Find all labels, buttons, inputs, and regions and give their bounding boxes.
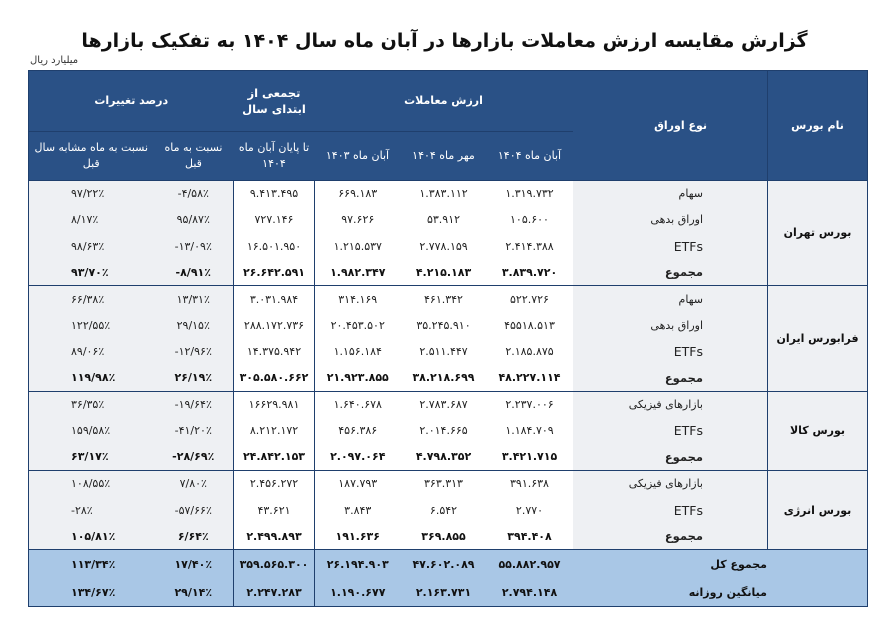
cell-prev: -۴۱/۲۰٪: [154, 418, 234, 444]
type-label: اوراق بدهی: [573, 312, 768, 338]
cell-aban1404: ۲.۷۷۰: [487, 497, 573, 523]
total-cell-yoy: ۱۳۴/۶۷٪: [29, 578, 154, 606]
cell-prev: ۷/۸۰٪: [154, 470, 234, 496]
cell-aban1404: ۳۹۴.۴۰۸: [487, 523, 573, 549]
table-row: [29, 259, 868, 285]
cell-yoy: -۲۸٪: [29, 497, 154, 523]
cell-aban1403: ۱.۶۴۰.۶۷۸: [315, 391, 401, 417]
col-aban1404-header: آبان ماه ۱۴۰۴: [487, 131, 573, 180]
cell-prev: ۲۶/۱۹٪: [154, 365, 234, 391]
cell-mehr1404: ۳۸.۲۱۸.۶۹۹: [401, 365, 487, 391]
cell-mehr1404: ۶.۵۴۲: [401, 497, 487, 523]
cell-aban1403: ۳.۸۴۳: [315, 497, 401, 523]
cell-aban1403: ۱.۱۵۶.۱۸۴: [315, 338, 401, 364]
cell-yoy: ۸۹/۰۶٪: [29, 338, 154, 364]
cell-yoy: ۶۶/۳۸٪: [29, 286, 154, 312]
cell-prev: ۶/۶۴٪: [154, 523, 234, 549]
type-label: مجموع: [573, 523, 768, 549]
total-cell-mehr1404: ۲.۱۶۳.۷۳۱: [401, 578, 487, 606]
cell-yoy: ۹۳/۷۰٪: [29, 259, 154, 285]
cell-prev: ۲۹/۱۵٪: [154, 312, 234, 338]
exchange-header: نام بورس: [768, 71, 868, 181]
cell-aban1403: ۱۸۷.۷۹۳: [315, 470, 401, 496]
cell-cum: ۲۸۸.۱۷۲.۷۳۶: [234, 312, 315, 338]
cell-cum: ۳۰۵.۵۸۰.۶۶۲: [234, 365, 315, 391]
col-cum-header: تا پایان آبان ماه ۱۴۰۴: [234, 131, 315, 180]
total-cell-aban1404: ۵۵.۸۸۲.۹۵۷: [487, 550, 573, 578]
cell-aban1403: ۱.۹۸۲.۳۴۷: [315, 259, 401, 285]
table-row: [29, 233, 868, 259]
cell-aban1404: ۴۵۵۱۸.۵۱۳: [487, 312, 573, 338]
cell-yoy: ۹۷/۲۲٪: [29, 180, 154, 206]
total-cell-aban1403: ۲۶.۱۹۴.۹۰۳: [315, 550, 401, 578]
type-label: بازارهای فیزیکی: [573, 470, 768, 496]
table-row: [29, 444, 868, 470]
cell-aban1404: ۳۹۱.۶۳۸: [487, 470, 573, 496]
cell-mehr1404: ۲.۵۱۱.۴۴۷: [401, 338, 487, 364]
cell-aban1403: ۶۶۹.۱۸۳: [315, 180, 401, 206]
total-cell-prev: ۲۹/۱۴٪: [154, 578, 234, 606]
cell-yoy: ۱۲۲/۵۵٪: [29, 312, 154, 338]
total-label: میانگین روزانه: [573, 578, 868, 606]
cell-prev: -۱۲/۹۶٪: [154, 338, 234, 364]
table-row: [29, 286, 868, 312]
cell-mehr1404: ۲.۷۷۸.۱۵۹: [401, 233, 487, 259]
type-header: نوع اوراق: [573, 71, 768, 181]
cell-aban1404: ۱۰۵.۶۰۰: [487, 207, 573, 233]
cell-mehr1404: ۳۶۳.۳۱۳: [401, 470, 487, 496]
table-row: [29, 497, 868, 523]
cell-cum: ۳.۰۳۱.۹۸۴: [234, 286, 315, 312]
cell-yoy: ۱۰۵/۸۱٪: [29, 523, 154, 549]
cell-mehr1404: ۴.۷۹۸.۳۵۲: [401, 444, 487, 470]
table-row: [29, 312, 868, 338]
cumulative-group-header: تجمعی از ابتدای سال: [234, 71, 315, 132]
cell-prev: ۹۵/۸۷٪: [154, 207, 234, 233]
type-label: ETFs: [573, 338, 768, 364]
cell-prev: -۴/۵۸٪: [154, 180, 234, 206]
col-yoy-header: نسبت به ماه مشابه سال قبل: [29, 131, 154, 180]
cell-aban1403: ۲۰.۴۵۳.۵۰۲: [315, 312, 401, 338]
cell-yoy: ۱۱۹/۹۸٪: [29, 365, 154, 391]
change-group-header: درصد تغییرات: [29, 71, 234, 132]
cell-aban1404: ۲.۱۸۵.۸۷۵: [487, 338, 573, 364]
type-label: سهام: [573, 286, 768, 312]
total-cell-aban1404: ۲.۷۹۴.۱۴۸: [487, 578, 573, 606]
cell-aban1403: ۱۹۱.۶۳۶: [315, 523, 401, 549]
cell-aban1403: ۲.۰۹۷.۰۶۴: [315, 444, 401, 470]
cell-cum: ۲.۴۹۹.۸۹۳: [234, 523, 315, 549]
type-label: سهام: [573, 180, 768, 206]
total-cell-mehr1404: ۴۷.۶۰۲.۰۸۹: [401, 550, 487, 578]
cell-aban1404: ۳.۸۳۹.۷۲۰: [487, 259, 573, 285]
table-row: [29, 338, 868, 364]
cell-cum: ۴۳.۶۲۱: [234, 497, 315, 523]
cell-prev: -۵۷/۶۶٪: [154, 497, 234, 523]
type-label: مجموع: [573, 444, 768, 470]
cell-cum: ۲۴.۸۴۲.۱۵۳: [234, 444, 315, 470]
cell-cum: ۱۴.۳۷۵.۹۴۲: [234, 338, 315, 364]
cell-yoy: ۱۵۹/۵۸٪: [29, 418, 154, 444]
cell-cum: ۹.۴۱۳.۴۹۵: [234, 180, 315, 206]
exchange-name: بورس انرژی: [768, 470, 868, 549]
cell-mehr1404: ۳۶۹.۸۵۵: [401, 523, 487, 549]
exchange-name: بورس تهران: [768, 180, 868, 286]
cell-aban1404: ۴۸.۲۲۷.۱۱۴: [487, 365, 573, 391]
cell-mehr1404: ۲.۷۸۳.۶۸۷: [401, 391, 487, 417]
cell-cum: ۲۶.۶۴۲.۵۹۱: [234, 259, 315, 285]
table-row: [29, 180, 868, 206]
type-label: ETFs: [573, 233, 768, 259]
cell-aban1404: ۲.۲۳۷.۰۰۶: [487, 391, 573, 417]
report-table: [28, 70, 868, 607]
type-label: بازارهای فیزیکی: [573, 391, 768, 417]
cell-yoy: ۶۳/۱۷٪: [29, 444, 154, 470]
cell-aban1403: ۱.۲۱۵.۵۳۷: [315, 233, 401, 259]
cell-mehr1404: ۴.۲۱۵.۱۸۳: [401, 259, 487, 285]
cell-prev: ۱۳/۳۱٪: [154, 286, 234, 312]
cell-aban1404: ۲.۴۱۴.۳۸۸: [487, 233, 573, 259]
table-row: [29, 207, 868, 233]
cell-yoy: ۹۸/۶۳٪: [29, 233, 154, 259]
cell-cum: ۸.۲۱۲.۱۷۲: [234, 418, 315, 444]
col-mehr1404-header: مهر ماه ۱۴۰۴: [401, 131, 487, 180]
cell-aban1403: ۴۵۶.۳۸۶: [315, 418, 401, 444]
total-cell-cum: ۳۵۹.۵۶۵.۳۰۰: [234, 550, 315, 578]
table-row: [29, 391, 868, 417]
type-label: ETFs: [573, 418, 768, 444]
total-row: [29, 550, 868, 578]
cell-mehr1404: ۱.۳۸۳.۱۱۲: [401, 180, 487, 206]
type-label: مجموع: [573, 365, 768, 391]
type-label: مجموع: [573, 259, 768, 285]
cell-aban1404: ۱.۳۱۹.۷۳۲: [487, 180, 573, 206]
cell-prev: -۲۸/۶۹٪: [154, 444, 234, 470]
cell-aban1404: ۱.۱۸۴.۷۰۹: [487, 418, 573, 444]
cell-prev: -۱۳/۰۹٪: [154, 233, 234, 259]
total-row: [29, 578, 868, 606]
table-row: [29, 365, 868, 391]
total-cell-yoy: ۱۱۳/۳۴٪: [29, 550, 154, 578]
unit-label: میلیارد ریال: [30, 55, 79, 66]
cell-yoy: ۱۰۸/۵۵٪: [29, 470, 154, 496]
cell-cum: ۱۶.۵۰۱.۹۵۰: [234, 233, 315, 259]
cell-mehr1404: ۵۳.۹۱۲: [401, 207, 487, 233]
cell-yoy: ۳۶/۳۵٪: [29, 391, 154, 417]
type-label: اوراق بدهی: [573, 207, 768, 233]
cell-cum: ۱۶۶۲۹.۹۸۱: [234, 391, 315, 417]
table-row: [29, 470, 868, 496]
cell-prev: -۸/۹۱٪: [154, 259, 234, 285]
cell-cum: ۲.۴۵۶.۲۷۲: [234, 470, 315, 496]
cell-aban1404: ۳.۴۲۱.۷۱۵: [487, 444, 573, 470]
value-group-header: ارزش معاملات: [315, 71, 573, 132]
cell-aban1403: ۲۱.۹۲۳.۸۵۵: [315, 365, 401, 391]
cell-yoy: ۸/۱۷٪: [29, 207, 154, 233]
col-aban1403-header: آبان ماه ۱۴۰۳: [315, 131, 401, 180]
table-row: [29, 418, 868, 444]
exchange-name: بورس کالا: [768, 391, 868, 470]
cell-aban1403: ۳۱۴.۱۶۹: [315, 286, 401, 312]
cell-prev: -۱۹/۶۴٪: [154, 391, 234, 417]
table-row: [29, 523, 868, 549]
cell-cum: ۷۲۷.۱۴۶: [234, 207, 315, 233]
col-prev-header: نسبت به ماه قبل: [154, 131, 234, 180]
exchange-name: فرابورس ایران: [768, 286, 868, 392]
total-label: مجموع کل: [573, 550, 868, 578]
total-cell-cum: ۲.۲۴۷.۲۸۳: [234, 578, 315, 606]
total-cell-aban1403: ۱.۱۹۰.۶۷۷: [315, 578, 401, 606]
cell-aban1404: ۵۲۲.۷۲۶: [487, 286, 573, 312]
header-row-1: [29, 71, 868, 132]
report-title: گزارش مقایسه ارزش معاملات بازارها در آبان ماه سال ۱۴۰۴ به تفکیک بازارها: [81, 30, 808, 52]
cell-mehr1404: ۴۶۱.۳۴۲: [401, 286, 487, 312]
cell-aban1403: ۹۷.۶۲۶: [315, 207, 401, 233]
cell-mehr1404: ۲.۰۱۴.۶۶۵: [401, 418, 487, 444]
type-label: ETFs: [573, 497, 768, 523]
total-cell-prev: ۱۷/۴۰٪: [154, 550, 234, 578]
cell-mehr1404: ۳۵.۲۴۵.۹۱۰: [401, 312, 487, 338]
